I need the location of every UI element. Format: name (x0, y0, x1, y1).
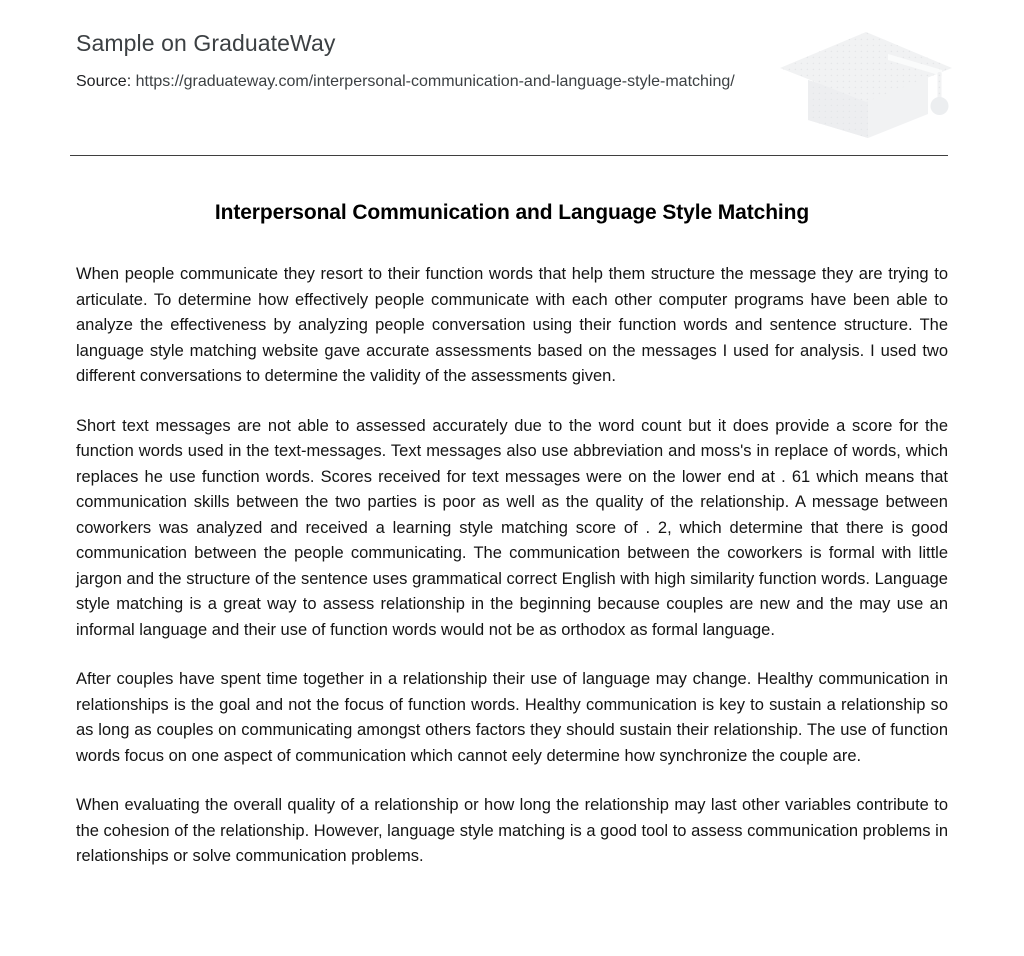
source-label: Source: (76, 73, 132, 90)
site-title: Sample on GraduateWay (76, 30, 336, 56)
body-paragraph: When evaluating the overall quality of a relationship or how long the relationship may last other variables contribute to the cohesion of the relationship. However, language style matching is a good tool to assess communication problems in relationships or solve communication problems. (76, 796, 948, 865)
source-line (76, 70, 766, 94)
source-url[interactable]: https://graduateway.com/interpersonal-communication-and-language-style-matching/ (135, 73, 735, 90)
body-paragraph: After couples have spent time together in a relationship their use of language may change. Healthy communication in relationships is the goal and not the focus of function words. Healthy communication is key to sustain a relationship so as long as couples on communicating amongst others factors they should sustain their relationship. The use of function words focus on one aspect of communication which cannot eely determine how synchronize the couple are. (76, 670, 948, 765)
page-header (76, 28, 948, 94)
body-paragraph: Short text messages are not able to assessed accurately due to the word count but it does provide a score for the function words used in the text-messages. Text messages also use abbreviation and moss's in replace of words, which replaces he use function words. Scores received for text messages were on the lower end at . 61 which means that communication skills between the two parties is poor as well as the quality of the relationship. A message between coworkers was analyzed and received a learning style matching score of . 2, which determine that there is good communication between the people communicating. The communication between the coworkers is formal with little jargon and the structure of the sentence uses grammatical correct English with high similarity function words. Language style matching is a great way to assess relationship in the beginning because couples are new and the may use an informal language and their use of function words would not be as orthodox as formal language. (76, 416, 948, 639)
header-divider (70, 155, 948, 156)
body-paragraph: When people communicate they resort to their function words that help them structure the message they are trying to articulate. To determine how effectively people communicate with each other computer programs have been able to analyze the effectiveness by analyzing people conversation using their function words and sentence structure. The language style matching website gave accurate assessments based on the messages I used for analysis. I used two different conversations to determine the validity of the assessments given. (76, 265, 948, 385)
document-body (76, 198, 948, 870)
page-title: Interpersonal Communication and Language Style Matching (214, 201, 810, 224)
